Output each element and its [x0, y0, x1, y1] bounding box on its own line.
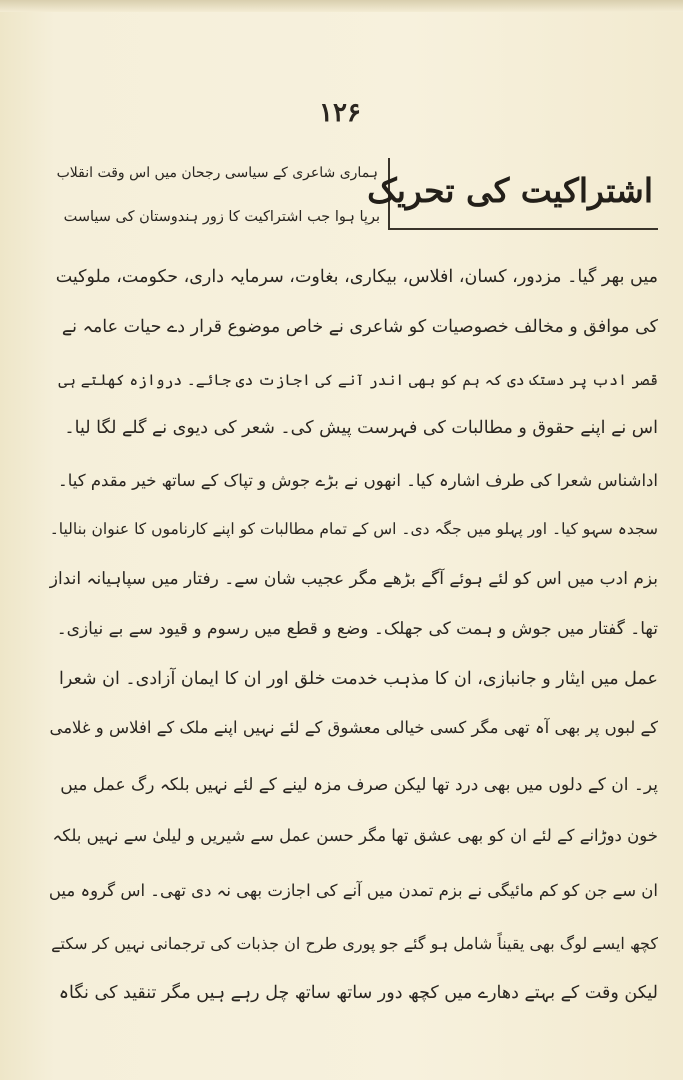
text-line: ان سے جن کو کم مائیگی نے بزم تمدن میں آنے کی اجازت بھی نہ دی تھی۔ اس گروہ میں [48, 881, 658, 900]
text-line: کی موافق و مخالف خصوصیات کو شاعری نے خاص موضوع قرار دے حیات عامہ نے [61, 317, 658, 337]
page-number: ۱۲۶ [319, 98, 361, 128]
text-line: لیکن وقت کے بہتے دھارے میں کچھ دور ساتھ ساتھ چل رہے ہیں مگر تنقید کی نگاہ [58, 983, 658, 1003]
text-line: پر۔ ان کے دلوں میں بھی درد تھا لیکن صرف مزہ لینے کے لئے نہیں بلکہ رگ عمل میں [60, 775, 658, 795]
text-line: اداشناس شعرا کی طرف اشارہ کیا۔ انھوں نے بڑے جوش و تپاک کے ساتھ خیر مقدم کیا۔ [58, 471, 658, 490]
text-line: عمل میں ایثار و جانبازی، ان کا مذہب خدمت خلق اور ان کا ایمان آزادی۔ ان شعرا [58, 669, 658, 689]
text-line: تھا۔ گفتار میں جوش و ہمت کی جھلک۔ وضع و قطع میں رسوم و قیود سے بے نیازی۔ [56, 619, 658, 639]
text-line: اس نے اپنے حقوق و مطالبات کی فہرست پیش کی۔ شعر کی دیوی نے گلے لگا لیا۔ [64, 418, 658, 438]
text-line: کے لبوں پر بھی آہ تھی مگر کسی خیالی معشوق کے لئے نہیں اپنے ملک کے افلاس و غلامی [49, 718, 658, 737]
text-line: خون دوڑانے کے لئے ان کو بھی عشق تھا مگر حسن عمل سے شیریں و لیلیٰ سے نہیں بلکہ [52, 826, 658, 845]
text-line: کچھ ایسے لوگ بھی یقیناً شامل ہو گئے جو پوری طرح ان جذبات کی ترجمانی نہیں کر سکتے [51, 934, 658, 953]
text-line: برپا ہوا جب اشتراکیت کا زور ہندوستان کی سیاست [63, 209, 380, 225]
text-line: سجدہ سہو کیا۔ اور پہلو میں جگہ دی۔ اس کے تمام مطالبات کو اپنے کارناموں کا عنوان بنالیا۔ [49, 520, 658, 538]
text-line: ہماری شاعری کے سیاسی رجحان میں اس وقت انقلاب [56, 165, 378, 181]
text-line: قصر ادب پر دستک دی کہ ہم کو بھی اندر آنے کی اجازت دی جائے۔ دروازہ کھلتے ہی [58, 371, 658, 389]
page-top-edge [0, 0, 683, 12]
text-line: میں بھر گیا۔ مزدور، کسان، افلاس، بیکاری، بغاوت، سرمایہ داری، حکومت، ملوکیت [55, 267, 658, 287]
text-line: بزم ادب میں اس کو لئے ہوئے آگے بڑھے مگر عجیب شان سے۔ رفتار میں سپاہیانہ انداز [49, 569, 658, 589]
section-heading: اشتراکیت کی تحریک [367, 171, 653, 210]
